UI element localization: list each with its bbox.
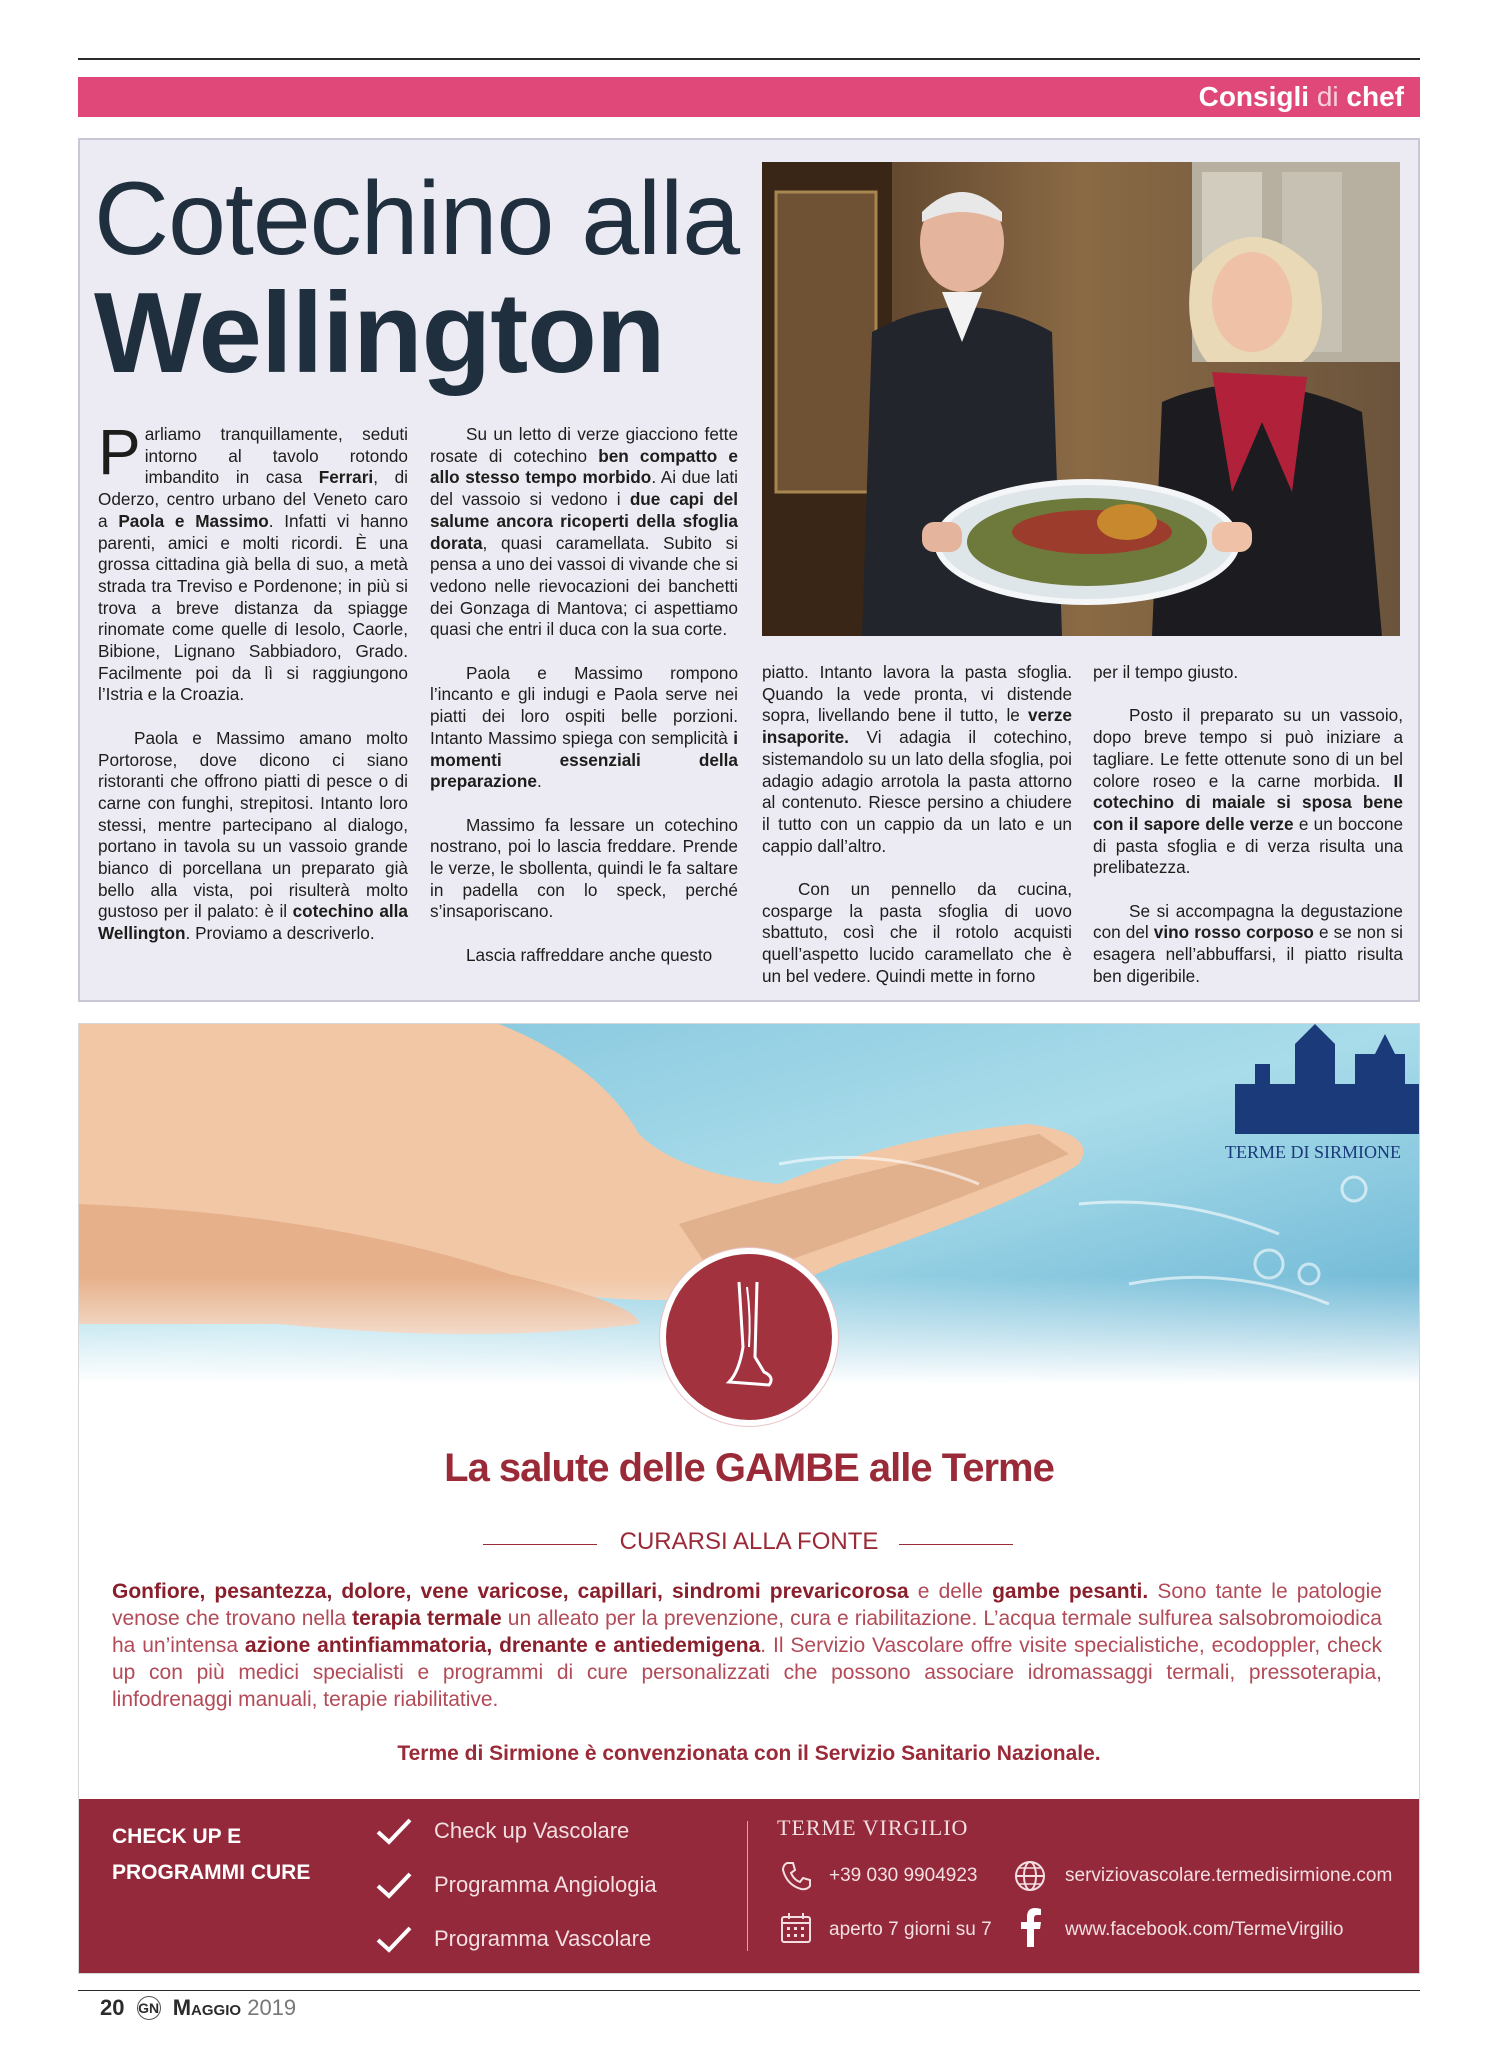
text-run: . Proviamo a descriverlo. [185,923,375,944]
text-run: per il tempo giusto. [1093,662,1239,682]
chefs-photo-illustration [762,162,1400,636]
article-paragraph [430,945,738,967]
text-run: e delle [908,1580,993,1603]
bold-text: cotechino alla Wellington [98,901,408,944]
text-run: , di Oderzo, centro urbano del Veneto caro a [98,467,408,531]
article-title-line1: Cotechino alla [94,161,740,277]
check-item-label: Programma Vascolare [434,1926,652,1951]
top-rule [78,58,1420,60]
article-paragraph [1093,901,1403,988]
text-run: Posto il preparato su un vassoio, dopo breve tempo si può iniziare a tagliare. Le fette ottenute sono di un bel colore roseo e la carne morbida. [1093,705,1403,791]
ad-subtitle: CURARSI ALLA FONTE [619,1528,879,1555]
leg-badge [660,1248,838,1426]
text-run: Paola e Massimo amano molto Portorose, dove dicono ci siano ristoranti che offrono piatti di pesce o di carne con funghi, strepitosi. Intanto loro stessi, mentre partecipano al dialogo, portano in tavola su un vassoio grande bianco di porcellana un preparato già bello alla vista, poi risulterà molto gustoso per il palato: è il [98,727,408,922]
text-run: Massimo fa lessare un cotechino nostrano, poi lo lascia freddare. Prende le verze, le sbollenta, quindi le fa saltare in padella con lo speck, perché s’insaporiscano. [430,814,738,922]
checkup-title: CHECK UP E PROGRAMMI CURE [112,1825,311,1884]
bold-text: Paola e Massimo [118,510,269,531]
bottom-rule [78,1990,1420,1991]
article-photo [762,162,1400,636]
ad-body [112,1578,1382,1713]
text-run: e se non si esagera nell’abbuffarsi, il piatto risulta ben digeribile. [1093,922,1403,986]
footer-divider [747,1821,748,1951]
text-run: Sono tante le patologie venose che trovano nella [112,1580,1382,1630]
article-column-1 [98,416,409,967]
article-paragraph [430,815,738,924]
article [78,138,1420,1002]
issue-month: Maggio [172,1995,242,2020]
article-column-3 [762,662,1072,1009]
terme-logo-text: TERME DI SIRMIONE [1225,1142,1401,1162]
dropcap: P [98,416,141,488]
check-item [374,1865,657,1905]
text-run: e un boccone di pasta sfoglia e di verza risulta una prelibatezza. [1093,813,1403,878]
bold-text: i momenti essenziali della preparazione [430,727,738,792]
bold-text: ben compatto e allo stesso tempo morbido [430,445,738,488]
phone-icon [779,1859,813,1893]
website-link[interactable]: serviziovascolare.termedisirmione.com [1065,1865,1393,1886]
text-run: Con un pennello da cucina, cosparge la pasta sfoglia di uovo sbattuto, così che il rotolo acquisti quell’aspetto lucido caramellato che è un bel vedere. Quindi mette in forno [762,879,1072,986]
article-title-line2: Wellington [94,270,665,397]
text-run: un alleato per la prevenzione, cura e riabilitazione. L’acqua termale sulfurea salsobromoiodica ha un’intensa [112,1607,1382,1657]
bold-text: Il cotechino di maiale si sposa bene con il sapore delle verze [1093,770,1403,834]
section-title: Consigli di chef [1198,81,1404,112]
text-run: Vi adagia il cotechino, sistemandolo su un lato della sfoglia, poi adagio adagio arrotola la pasta attorno al contenuto. Riesce persino a chiudere il tutto con un cappio da un lato e un cappio dall’altro. [762,727,1072,856]
section-header [78,77,1420,117]
globe-icon [1013,1859,1047,1893]
ad-convention: Terme di Sirmione è convenzionata con il Servizio Sanitario Nazionale. [397,1742,1101,1765]
bold-text: Gonfiore, pesantezza, dolore, vene varicose, capillari, sindromi prevaricorosa [112,1580,909,1603]
text-run: piatto. Intanto lavora la pasta sfoglia. Quando la vede pronta, vi distende sopra, livellando bene il tutto, le [762,662,1072,726]
subtitle-rule-right [899,1544,1013,1545]
bold-text: gambe pesanti. [992,1580,1149,1603]
check-item-label: Programma Angiologia [434,1872,657,1897]
article-paragraph [1093,705,1403,879]
bold-text: azione antinfiammatoria, drenante e antiedemigena [244,1634,761,1657]
advertisement [78,1023,1420,1974]
text-run: Se si accompagna la degustazione con del [1093,900,1403,943]
bold-text: Ferrari [318,467,374,488]
facebook-icon [1019,1907,1043,1947]
ad-title: La salute delle GAMBE alle Terme [444,1446,1054,1490]
check-item [374,1919,651,1959]
text-run: . Il Servizio Vascolare offre visite specialistiche, ecodoppler, check up con più medici specialisti e programmi di cure personalizzati che possono associare idromassaggi termali, pressoterapia, linfodrenaggi manuali, terapie riabilitative. [112,1634,1382,1711]
check-item-label: Check up Vascolare [434,1818,630,1843]
checkmark-icon [374,1870,414,1900]
bold-text: verze insaporite. [762,705,1072,748]
text-run: Lascia raffreddare anche questo [466,944,713,965]
bold-text: terapia termale [352,1607,502,1630]
venue-title: TERME VIRGILIO [777,1815,969,1840]
leg-icon [709,1277,789,1397]
article-column-4 [1093,662,1403,1009]
article-paragraph [98,728,408,945]
bold-text: vino rosso corposo [1153,922,1314,943]
check-item [374,1811,629,1851]
phone-number[interactable]: +39 030 9904923 [829,1865,978,1886]
checkmark-icon [374,1924,414,1954]
article-paragraph [98,416,409,706]
text-run: Su un letto di verze giacciono fette rosate di cotechino [430,424,738,466]
text-run: arliamo tranquillamente, seduti intorno al tavolo rotondo imbandito in casa [144,424,408,488]
text-run: . [536,771,542,792]
magazine-logo: GN [137,1996,161,2020]
ad-footer [79,1799,1420,1974]
bold-text: due capi del salume ancora ricoperti della sfoglia dorata [430,489,738,553]
facebook-link[interactable]: www.facebook.com/TermeVirgilio [1065,1919,1344,1940]
page-folio [100,1995,296,2021]
issue-year: 2019 [247,1995,297,2020]
checkmark-icon [374,1816,414,1846]
article-paragraph [430,663,738,793]
calendar-icon [779,1911,813,1945]
article-paragraph [430,424,738,641]
article-paragraph [762,662,1072,857]
text-run: . Ai due lati del vassoio si vedono i [430,467,738,510]
opening-hours: aperto 7 giorni su 7 [829,1919,992,1940]
text-run: Paola e Massimo rompono l’incanto e gli indugi e Paola serve nei piatti dei loro ospiti belle porzioni. Intanto Massimo spiega con semplicità [430,662,738,748]
text-run: , quasi caramellata. Subito si pensa a uno dei vassoi di vivande che si vedono nelle rievocazioni dei banchetti dei Gonzaga di Mantova; ci aspettiamo quasi che entri il duca con la sua corte. [430,532,738,640]
article-paragraph [1093,662,1403,684]
text-run: . Infatti vi hanno parenti, amici e molti ricordi. È una grossa cittadina già bella di suo, a metà strada tra Treviso e Pordenone; in più si trova a breve distanza da spiagge rinomate come quelle di Iesolo, Caorle, Bibione, Lignano Sabbiadoro, Grado. Facilmente poi da lì si raggiungono l’Istria e la Croazia. [98,510,409,705]
article-column-2 [430,424,738,988]
page-number: 20 [100,1995,125,2020]
article-paragraph [762,879,1072,988]
